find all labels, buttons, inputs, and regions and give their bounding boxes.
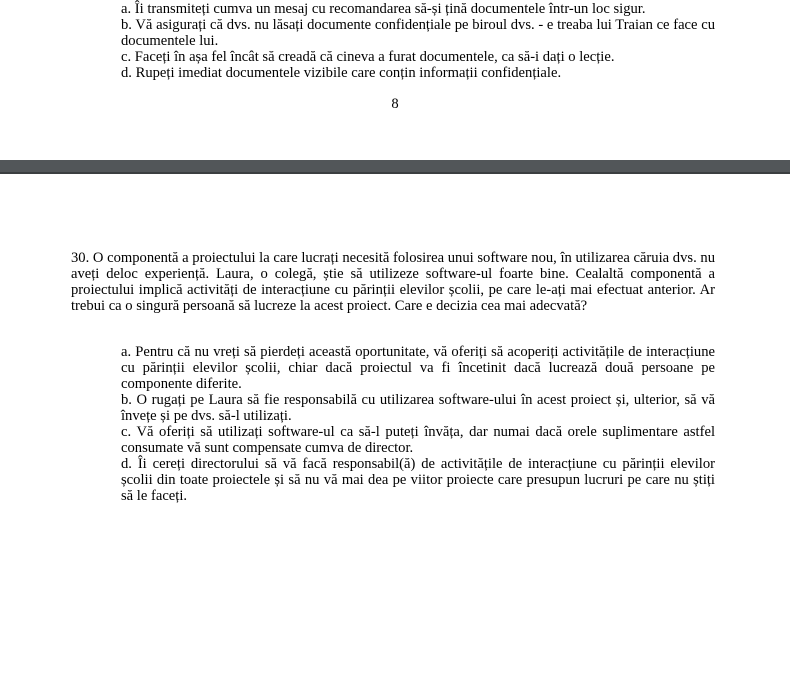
answer-option-b: b. O rugați pe Laura să fie responsabilă cu utilizarea software-ului în acest proiect și, ulterior, să vă învețe și pe dvs. să-l utilizați.: [121, 392, 715, 424]
answer-option-c: c. Faceți în așa fel încât să creadă că cineva a furat documentele, ca să-i dați o lecție.: [121, 49, 615, 65]
question-text: 30. O componentă a proiectului la care lucrați necesită folosirea unui software nou, în utilizarea căruia dvs. nu aveți deloc experiență. Laura, o colegă, știe să utilizeze software-ul foarte bine. Cealaltă componentă a proiectului implică activități de interacțiune cu părinții elevilor școlii, pe care le-ați mai efectuat anterior. Ar trebui ca o singură persoană să lucreze la acest proiect. Care e decizia cea mai adecvată?: [71, 250, 715, 314]
page-separator: [0, 160, 790, 174]
document-page-9: [0, 174, 790, 697]
answer-option-d: d. Rupeți imediat documentele vizibile care conțin informații confidențiale.: [121, 65, 562, 81]
page-number: 8: [391, 96, 399, 112]
document-page-8: [0, 0, 790, 160]
answer-option-a: a. Îi transmiteți cumva un mesaj cu recomandarea să-și țină documentele într-un loc sigur.: [121, 1, 646, 17]
answer-options-question-30: [121, 344, 715, 504]
question-30: [71, 250, 715, 314]
answer-option-b: b. Vă asigurați că dvs. nu lăsați documente confidențiale pe biroul dvs. - e treaba lui Traian ce face cu documentele lui.: [121, 17, 715, 49]
answer-option-a: a. Pentru că nu vreți să pierdeți această oportunitate, vă oferiți să acoperiți activitățile de interacțiune cu părinții elevilor școlii, chiar dacă proiectul va fi încetinit dacă lucrează două persoane pe componente diferite.: [121, 344, 715, 392]
answer-option-d: d. Îi cereți directorului să vă facă responsabil(ă) de activitățile de interacțiune cu părinții elevilor școlii din toate proiectele și să nu vă mai dea pe viitor proiecte care presupun lucruri pe care nu știți să le faceți.: [121, 456, 715, 504]
answer-option-c: c. Vă oferiți să utilizați software-ul ca să-l puteți învăța, dar numai dacă orele suplimentare astfel consumate vă sunt compensate cumva de director.: [121, 424, 715, 456]
answer-options-previous-question: [121, 1, 715, 81]
